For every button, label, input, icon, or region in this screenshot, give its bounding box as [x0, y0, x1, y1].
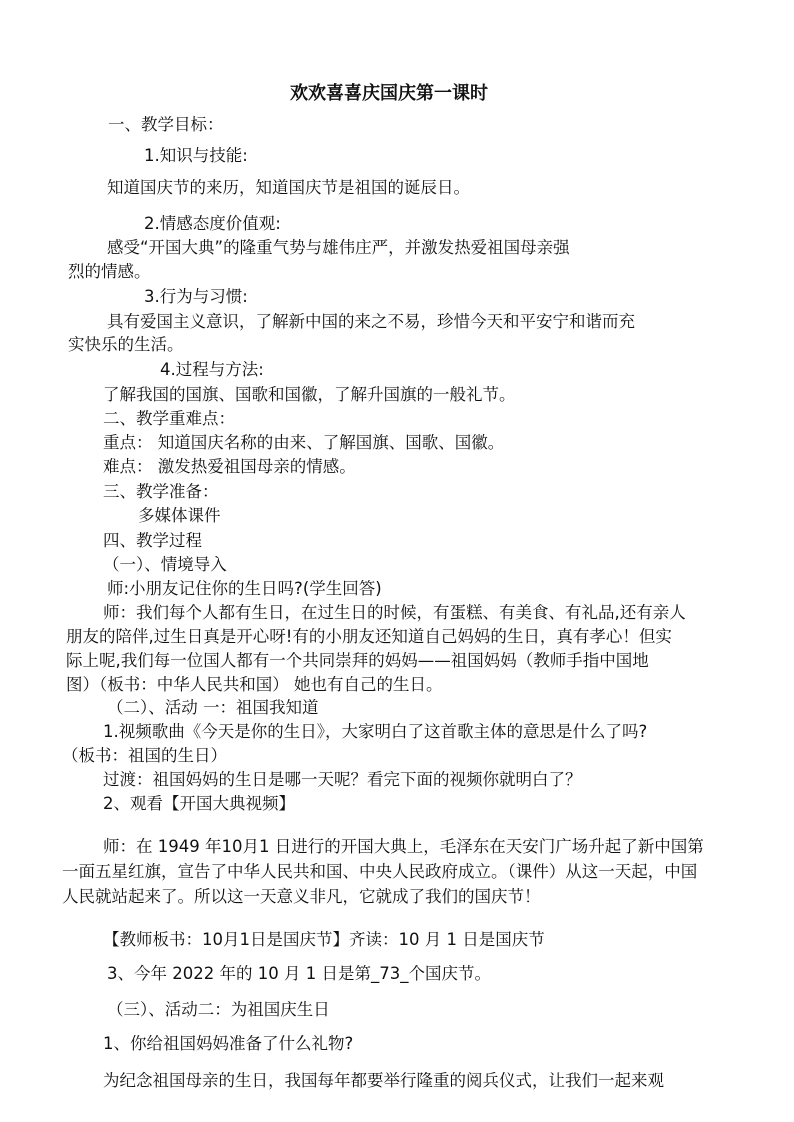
paragraph-line: 实快乐的生活。: [68, 335, 184, 354]
paragraph-line: （板书：祖国的生日）: [62, 746, 227, 765]
section-heading-key-difficulties: 二、教学重难点：: [103, 409, 235, 428]
subheading-behavior-habits: 3.行为与习惯:: [144, 287, 248, 306]
paragraph-line: 一面五星红旗，宣告了中华人民共和国、中央人民政府成立。（课件）从这一天起，中国: [62, 862, 698, 881]
subsection-heading: （二）、活动 一：祖国我知道: [107, 698, 319, 717]
paragraph-line: 感受“开国大典”的隆重气势与雄伟庄严，并激发热爱祖国母亲强: [107, 238, 570, 257]
paragraph-line: 际上呢,我们每一位国人都有一个共同崇拜的妈妈——祖国妈妈（教师手指中国地: [66, 651, 649, 670]
paragraph-line: 为纪念祖国母亲的生日，我国每年都要举行隆重的阅兵仪式，让我们一起来观: [103, 1071, 664, 1090]
paragraph-line: 具有爱国主义意识，了解新中国的来之不易，珍惜今天和平安宁和谐而充: [107, 312, 635, 331]
paragraph-line: 【教师板书：10月1日是国庆节】齐读：10 月 1 日是国庆节: [103, 930, 545, 949]
section-heading-teaching-goals: 一、教学目标：: [108, 115, 224, 134]
paragraph-line: 了解我国的国旗、国歌和国徽，了解升国旗的一般礼节。: [103, 385, 516, 404]
paragraph-line: 朋友的陪伴,过生日真是开心呀!有的小朋友还知道自己妈妈的生日，真有孝心！但实: [66, 627, 672, 646]
paragraph-line: 1、你给祖国妈妈准备了什么礼物?: [103, 1034, 354, 1053]
paragraph-line: 师:小朋友记住你的生日吗?(学生回答): [107, 579, 382, 598]
paragraph-line: 人民就站起来了。所以这一天意义非凡，它就成了我们的国庆节！: [62, 887, 541, 906]
subheading-emotion-values: 2.情感态度价值观:: [144, 214, 281, 233]
difficulty-line: 难点： 激发热爱祖国母亲的情感。: [103, 457, 356, 476]
paragraph-line: 知道国庆节的来历，知道国庆节是祖国的诞辰日。: [107, 178, 470, 197]
subsection-heading: （三）、活动二：为祖国庆生日: [107, 1000, 330, 1019]
document-title: 欢欢喜喜庆国庆第一课时: [290, 83, 488, 104]
paragraph-line: 师：我们每个人都有生日，在过生日的时候，有蛋糕、有美食、有礼品,还有亲人: [103, 603, 686, 622]
paragraph-line: 3、今年 2022 年的 10 月 1 日是第_73_个国庆节。: [107, 964, 491, 983]
paragraph-line: 图）（板书：中华人民共和国） 她也有自己的生日。: [66, 675, 443, 694]
subheading-process-methods: 4.过程与方法:: [160, 360, 264, 379]
paragraph-line: 2、观看【开国大典视频】: [103, 794, 295, 813]
key-point-line: 重点： 知道国庆名称的由来、了解国旗、国歌、国徽。: [103, 433, 505, 452]
paragraph-line: 多媒体课件: [138, 506, 221, 525]
paragraph-line: 师：在 1949 年10月1 日进行的开国大典上，毛泽东在天安门广场升起了新中国第: [103, 837, 704, 856]
section-heading-process: 四、教学过程: [103, 531, 202, 550]
paragraph-line: 过渡：祖国妈妈的生日是哪一天呢？看完下面的视频你就明白了？: [103, 770, 582, 789]
paragraph-line: 1.视频歌曲《今天是你的生日》，大家明白了这首歌主体的意思是什么了吗?: [103, 722, 648, 741]
paragraph-line: 烈的情感。: [68, 262, 151, 281]
subsection-heading: （一）、情境导入: [103, 555, 227, 574]
section-heading-preparation: 三、教学准备：: [103, 482, 219, 501]
subheading-knowledge-skills: 1.知识与技能:: [144, 146, 248, 165]
